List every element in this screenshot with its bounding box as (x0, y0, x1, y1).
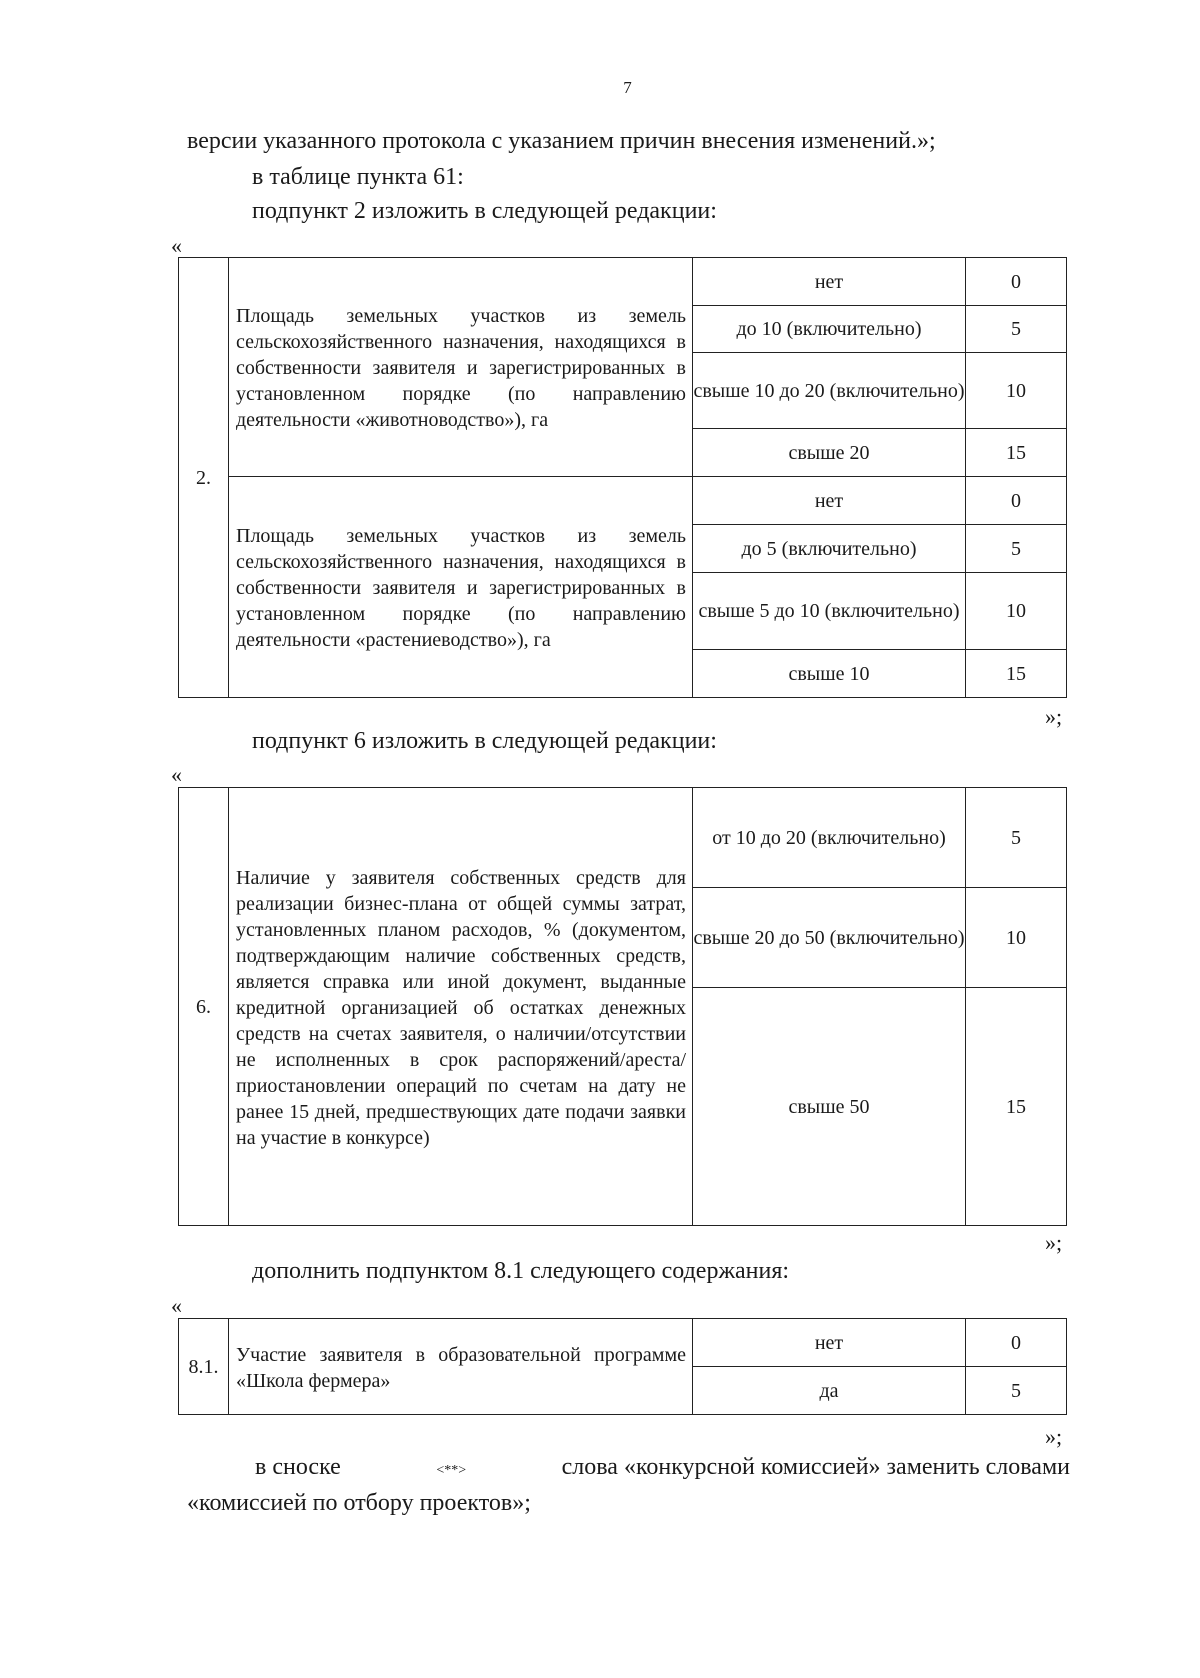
footnote-line-2: «комиссией по отбору проектов»; (187, 1490, 531, 1516)
range-cell: нет (693, 258, 966, 306)
score-cell: 0 (966, 1319, 1067, 1367)
range-cell: да (693, 1367, 966, 1415)
criteria-table-6 (178, 787, 1067, 1226)
criterion-description: Наличие у заявителя собственных средств для реализации бизнес-плана от общей суммы затрат, установленных планом расходов, % (документом, подтверждающим наличие собственных средств, является справка или иной документ, выданные кредитной организацией об остатках денежных средств на счетах заявителя, о наличии/отсутствии не исполненных в срок распоряжений/ареста/приостановлении операций по счетам на дату не ранее 15 дней, предшествующих дате подачи заявки на участие в конкурсе) (229, 788, 693, 1226)
score-cell: 5 (966, 1367, 1067, 1415)
range-cell: свыше 20 (693, 429, 966, 477)
range-cell: свыше 10 (693, 650, 966, 698)
open-quote: « (171, 762, 182, 787)
intro-line-3: подпункт 2 изложить в следующей редакции: (252, 198, 717, 224)
score-cell: 15 (966, 988, 1067, 1226)
range-cell: от 10 до 20 (включительно) (693, 788, 966, 888)
footnote-prefix: в сноске (255, 1454, 341, 1480)
criterion-description: Площадь земельных участков из земель сельскохозяйственного назначения, находящихся в собственности заявителя и зарегистрированных в установленном порядке (по направлению деятельности «растениеводство»), га (229, 477, 693, 698)
close-quote: »; (1045, 1230, 1063, 1255)
row-number: 8.1. (179, 1319, 229, 1415)
close-quote: »; (1045, 704, 1063, 729)
score-cell: 0 (966, 258, 1067, 306)
score-cell: 15 (966, 650, 1067, 698)
criteria-table-2 (178, 257, 1067, 698)
row-number: 2. (179, 258, 229, 698)
range-cell: до 10 (включительно) (693, 306, 966, 353)
score-cell: 5 (966, 788, 1067, 888)
range-cell: нет (693, 1319, 966, 1367)
criterion-description: Участие заявителя в образовательной программе «Школа фермера» (229, 1319, 693, 1415)
score-cell: 15 (966, 429, 1067, 477)
close-quote: »; (1045, 1424, 1063, 1449)
footnote-suffix: слова «конкурсной комиссией» заменить словами (561, 1454, 1070, 1480)
open-quote: « (171, 233, 182, 258)
intro-line-1: версии указанного протокола с указанием причин внесения изменений.»; (187, 128, 936, 154)
score-cell: 10 (966, 573, 1067, 650)
range-cell: до 5 (включительно) (693, 525, 966, 573)
range-cell: свыше 5 до 10 (включительно) (693, 573, 966, 650)
range-cell: свыше 20 до 50 (включительно) (693, 888, 966, 988)
footnote-mark: <**> (436, 1463, 467, 1478)
criterion-description: Площадь земельных участков из земель сельскохозяйственного назначения, находящихся в собственности заявителя и зарегистрированных в установленном порядке (по направлению деятельности «животноводство»), га (229, 258, 693, 477)
intro-line-2: в таблице пункта 61: (252, 164, 464, 190)
score-cell: 0 (966, 477, 1067, 525)
score-cell: 10 (966, 888, 1067, 988)
score-cell: 5 (966, 525, 1067, 573)
range-cell: нет (693, 477, 966, 525)
heading-subitem-8-1: дополнить подпунктом 8.1 следующего содержания: (252, 1258, 790, 1284)
footnote-line-1 (255, 1454, 1070, 1481)
open-quote: « (171, 1293, 182, 1318)
heading-subitem-6: подпункт 6 изложить в следующей редакции: (252, 728, 717, 754)
row-number: 6. (179, 788, 229, 1226)
page-number: 7 (623, 78, 632, 97)
range-cell: свыше 50 (693, 988, 966, 1226)
score-cell: 10 (966, 353, 1067, 429)
range-cell: свыше 10 до 20 (включительно) (693, 353, 966, 429)
criteria-table-8-1 (178, 1318, 1067, 1415)
score-cell: 5 (966, 306, 1067, 353)
